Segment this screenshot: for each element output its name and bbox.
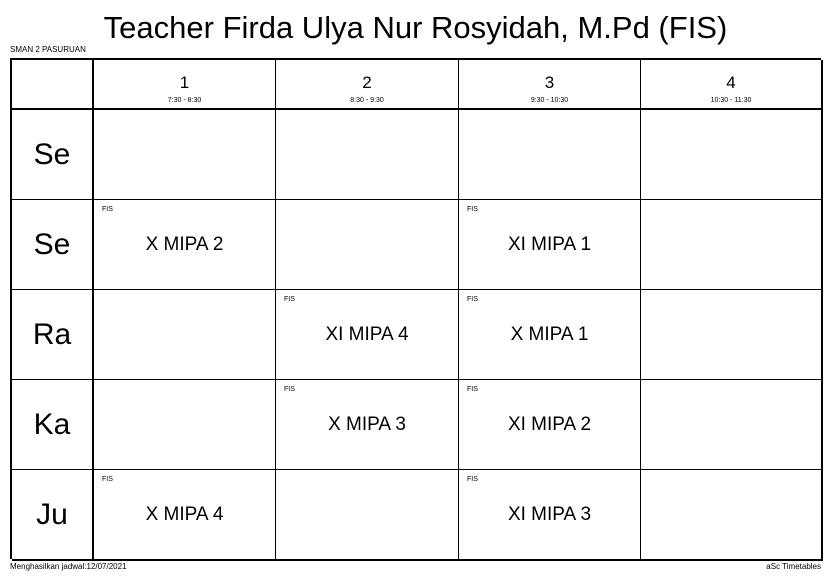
corner-cell <box>12 60 94 110</box>
day-header-1 <box>12 110 94 200</box>
lesson-subject: FIS <box>467 386 478 393</box>
period-number: 3 <box>544 73 555 92</box>
day-header-3 <box>12 290 94 380</box>
lesson-cell <box>276 290 459 380</box>
lesson-subject: FIS <box>102 476 113 483</box>
lesson-cell <box>459 200 641 290</box>
lesson-cell-empty <box>276 110 459 200</box>
lesson-class: XI MIPA 2 <box>507 413 592 435</box>
lesson-subject: FIS <box>467 206 478 213</box>
lesson-cell-empty <box>94 110 276 200</box>
lesson-class: XI MIPA 3 <box>507 503 592 525</box>
lesson-cell-empty <box>641 470 823 561</box>
lesson-class: XI MIPA 1 <box>507 233 592 255</box>
lesson-class: XI MIPA 4 <box>325 323 409 345</box>
day-header-2 <box>12 200 94 290</box>
lesson-subject: FIS <box>284 386 295 393</box>
lesson-subject: FIS <box>467 296 478 303</box>
lesson-cell-empty <box>641 110 823 200</box>
lesson-subject: FIS <box>284 296 295 303</box>
day-label: Ka <box>33 407 71 441</box>
period-header-3 <box>459 60 641 110</box>
period-time: 9:30 - 10:30 <box>530 97 569 104</box>
period-number: 1 <box>179 73 190 92</box>
period-number: 2 <box>362 73 372 92</box>
period-time: 7:30 - 8:30 <box>167 97 202 104</box>
lesson-class: X MIPA 4 <box>145 503 224 525</box>
lesson-cell <box>94 470 276 561</box>
lesson-cell-empty <box>94 380 276 470</box>
lesson-subject: FIS <box>102 206 113 213</box>
lesson-subject: FIS <box>467 476 478 483</box>
period-number: 4 <box>726 73 736 92</box>
timetable-grid <box>10 58 821 559</box>
day-header-4 <box>12 380 94 470</box>
day-label: Ju <box>36 497 68 531</box>
day-label: Ra <box>32 317 72 351</box>
day-label: Se <box>33 227 71 261</box>
generated-date: Menghasilkan jadwal:12/07/2021 <box>10 562 127 571</box>
lesson-cell-empty <box>641 380 823 470</box>
period-time: 8:30 - 9:30 <box>350 97 384 104</box>
lesson-cell-empty <box>276 200 459 290</box>
lesson-cell-empty <box>641 200 823 290</box>
lesson-cell-empty <box>276 470 459 561</box>
lesson-cell <box>94 200 276 290</box>
lesson-cell <box>459 380 641 470</box>
lesson-cell <box>276 380 459 470</box>
period-header-1 <box>94 60 276 110</box>
day-header-5 <box>12 470 94 561</box>
lesson-class: X MIPA 2 <box>145 233 224 255</box>
period-header-4 <box>641 60 823 110</box>
school-name: SMAN 2 PASURUAN <box>10 45 86 54</box>
lesson-cell <box>459 470 641 561</box>
lesson-class: X MIPA 3 <box>328 413 406 435</box>
period-time: 10:30 - 11:30 <box>710 97 752 104</box>
page-title: Teacher Firda Ulya Nur Rosyidah, M.Pd (FIS) <box>103 10 728 45</box>
lesson-cell-empty <box>641 290 823 380</box>
day-label: Se <box>33 137 71 171</box>
lesson-class: X MIPA 1 <box>510 323 589 345</box>
period-header-2 <box>276 60 459 110</box>
lesson-cell <box>459 290 641 380</box>
lesson-cell-empty <box>459 110 641 200</box>
lesson-cell-empty <box>94 290 276 380</box>
software-credit: aSc Timetables <box>766 562 821 571</box>
